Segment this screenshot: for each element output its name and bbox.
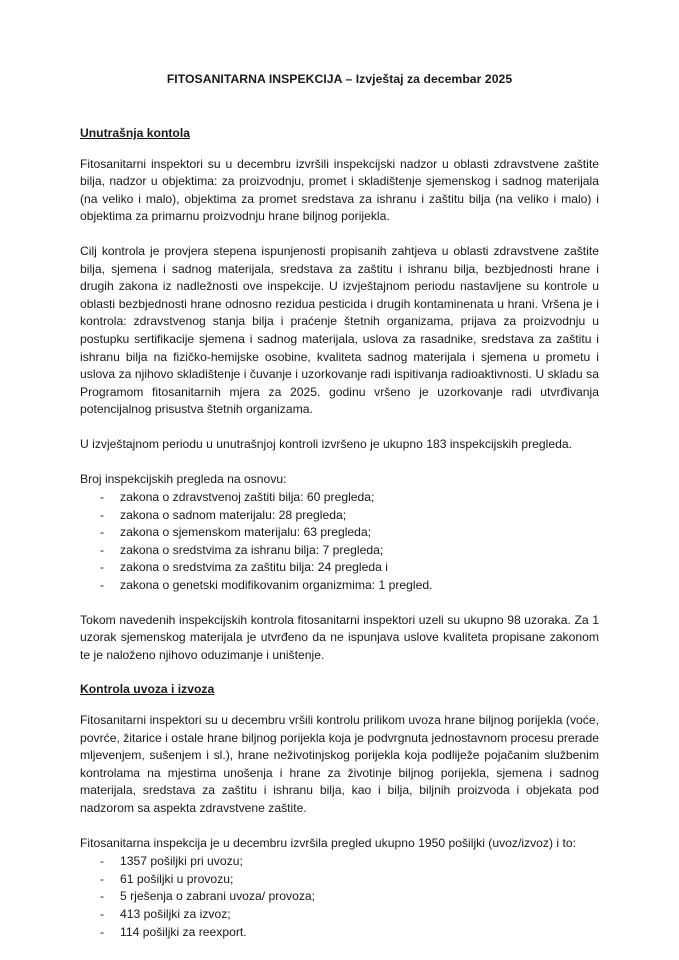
list-item: [80, 559, 599, 577]
dash-marker: -: [100, 490, 105, 505]
internal-list-intro: Broj inspekcijskih pregleda na osnovu:: [80, 471, 287, 486]
dash-marker: -: [100, 854, 105, 869]
import-export-list-intro: Fitosanitarna inspekcija je u decembru izvršila pregled ukupno 1950 pošiljki (uvoz/izvoz) i to:: [80, 835, 576, 850]
list-item-text: zakona o sadnom materijalu: 28 pregleda;: [120, 507, 347, 522]
dash-marker: -: [100, 889, 105, 904]
document-title: FITOSANITARNA INSPEKCIJA – Izvještaj za decembar 2025: [166, 72, 513, 86]
section-heading-import-export: Kontrola uvoza i izvoza: [80, 682, 215, 697]
document-body: [80, 125, 599, 958]
list-item-text: zakona o sredstvima za zaštitu bilja: 24 pregleda i: [120, 560, 388, 575]
list-item: [80, 853, 599, 871]
list-item-text: zakona o zdravstvenoj zaštiti bilja: 60 pregleda;: [120, 490, 375, 505]
list-item: [80, 577, 599, 595]
list-item-text: zakona o genetski modifikovanim organizmima: 1 pregled.: [120, 578, 433, 593]
dash-marker: -: [100, 507, 105, 522]
internal-paragraph-samples: Tokom navedenih inspekcijskih kontrola fitosanitarni inspektori uzeli su ukupno 98 uzoraka. Za 1 uzorak sjemenskog materijala je utvrđeno da ne ispunjava uslove kvaliteta propisane zakonom te je naloženo njihovo oduzimanje i uništenje.: [80, 612, 599, 662]
list-item-text: zakona o sredstvima za ishranu bilja: 7 pregleda;: [120, 542, 384, 557]
list-item-text: 5 rješenja o zabrani uvoza/ provoza;: [120, 889, 316, 904]
dash-marker: -: [100, 924, 105, 939]
internal-paragraph-scope: Fitosanitarni inspektori su u decembru izvršili inspekcijski nadzor u oblasti zdravstvene zaštite bilja, nadzor u objektima: za proizvodnju, promet i skladištenje sjemenskog i sadnog materijala (na veliko i malo), objektima za promet sredstava za ishranu i zaštitu bilja (na veliko i malo) i objektima za primarnu proizvodnju hrane biljnog porijekla.: [80, 156, 599, 224]
import-export-paragraph-scope: Fitosanitarni inspektori su u decembru vršili kontrolu prilikom uvoza hrane biljnog porijekla (voće, povrće, žitarice i ostale hrane biljnog porijekla koja je podvrgnuta jednostavnom procesu prerade mljevenjem, sušenjem i sl.), hrane neživotinjskog porijekla koja podliježe pojačanim službenim kontrolama na mjestima unošenja i hrane za životinje biljnog porijekla, sjemena i sadnog materijala, sredstava za zaštitu i ishranu bilja, kao i bilja, biljnih proizvoda i objekata pod nadzorom sa aspekta zdravstvene zaštite.: [80, 713, 599, 815]
list-item-text: 413 pošiljki za izvoz;: [120, 906, 231, 921]
inspection-basis-list: [80, 489, 599, 595]
list-item: [80, 924, 599, 942]
dash-marker: -: [100, 542, 105, 557]
list-item: [80, 906, 599, 924]
list-item-text: 61 pošiljki u provozu;: [120, 871, 234, 886]
internal-paragraph-goal: Cilj kontrola je provjera stepena ispunjenosti propisanih zahtjeva u oblasti zdravstvene zaštite bilja, sjemena i sadnog materijala, sredstava za zaštitu i ishranu bilja, bezbjednosti hrane i drugih zakona iz nadležnosti ove inspekcije. U izvještajnom periodu nastavljene su kontrole u oblasti bezbjednosti hrane odnosno rezidua pesticida i drugih kontaminenata u hrani. Vršena je i kontrola: zdravstvenog stanja bilja i praćenje štetnih organizama, prijava za proizvodnju u postupku sertifikacije sjemena i sadnog materijala, uslova za rasadnike, sredstava za zaštitu i ishranu bilja na fizičko-hemijske osobine, kvaliteta sadnog materijala i sjemena u prometu i uslova za njihovo skladištenje i čuvanje i uzorkovanje radi ispitivanja radioaktivnosti. U skladu sa Programom fitosanitarnih mjera za 2025. godinu vršeno je uzorkovanje radi utvrđivanja potencijalnog prisustva štetnih organizama.: [80, 243, 599, 417]
dash-marker: -: [100, 560, 105, 575]
list-item: [80, 489, 599, 507]
section-heading-internal-control: Unutrašnja kontola: [80, 126, 190, 140]
list-item: [80, 507, 599, 525]
list-item: [80, 542, 599, 560]
dash-marker: -: [100, 871, 105, 886]
shipments-list: [80, 853, 599, 941]
internal-paragraph-total: U izvještajnom periodu u unutrašnjoj kontroli izvršeno je ukupno 183 inspekcijskih pregleda.: [80, 436, 572, 451]
list-item: [80, 871, 599, 889]
list-item: [80, 524, 599, 542]
list-item-text: 1357 pošiljki pri uvozu;: [120, 854, 243, 869]
list-item: [80, 888, 599, 906]
list-item-text: zakona o sjemenskom materijalu: 63 pregleda;: [120, 525, 372, 540]
dash-marker: -: [100, 906, 105, 921]
dash-marker: -: [100, 578, 105, 593]
list-item-text: 114 pošiljki za reexport.: [120, 924, 247, 939]
dash-marker: -: [100, 525, 105, 540]
